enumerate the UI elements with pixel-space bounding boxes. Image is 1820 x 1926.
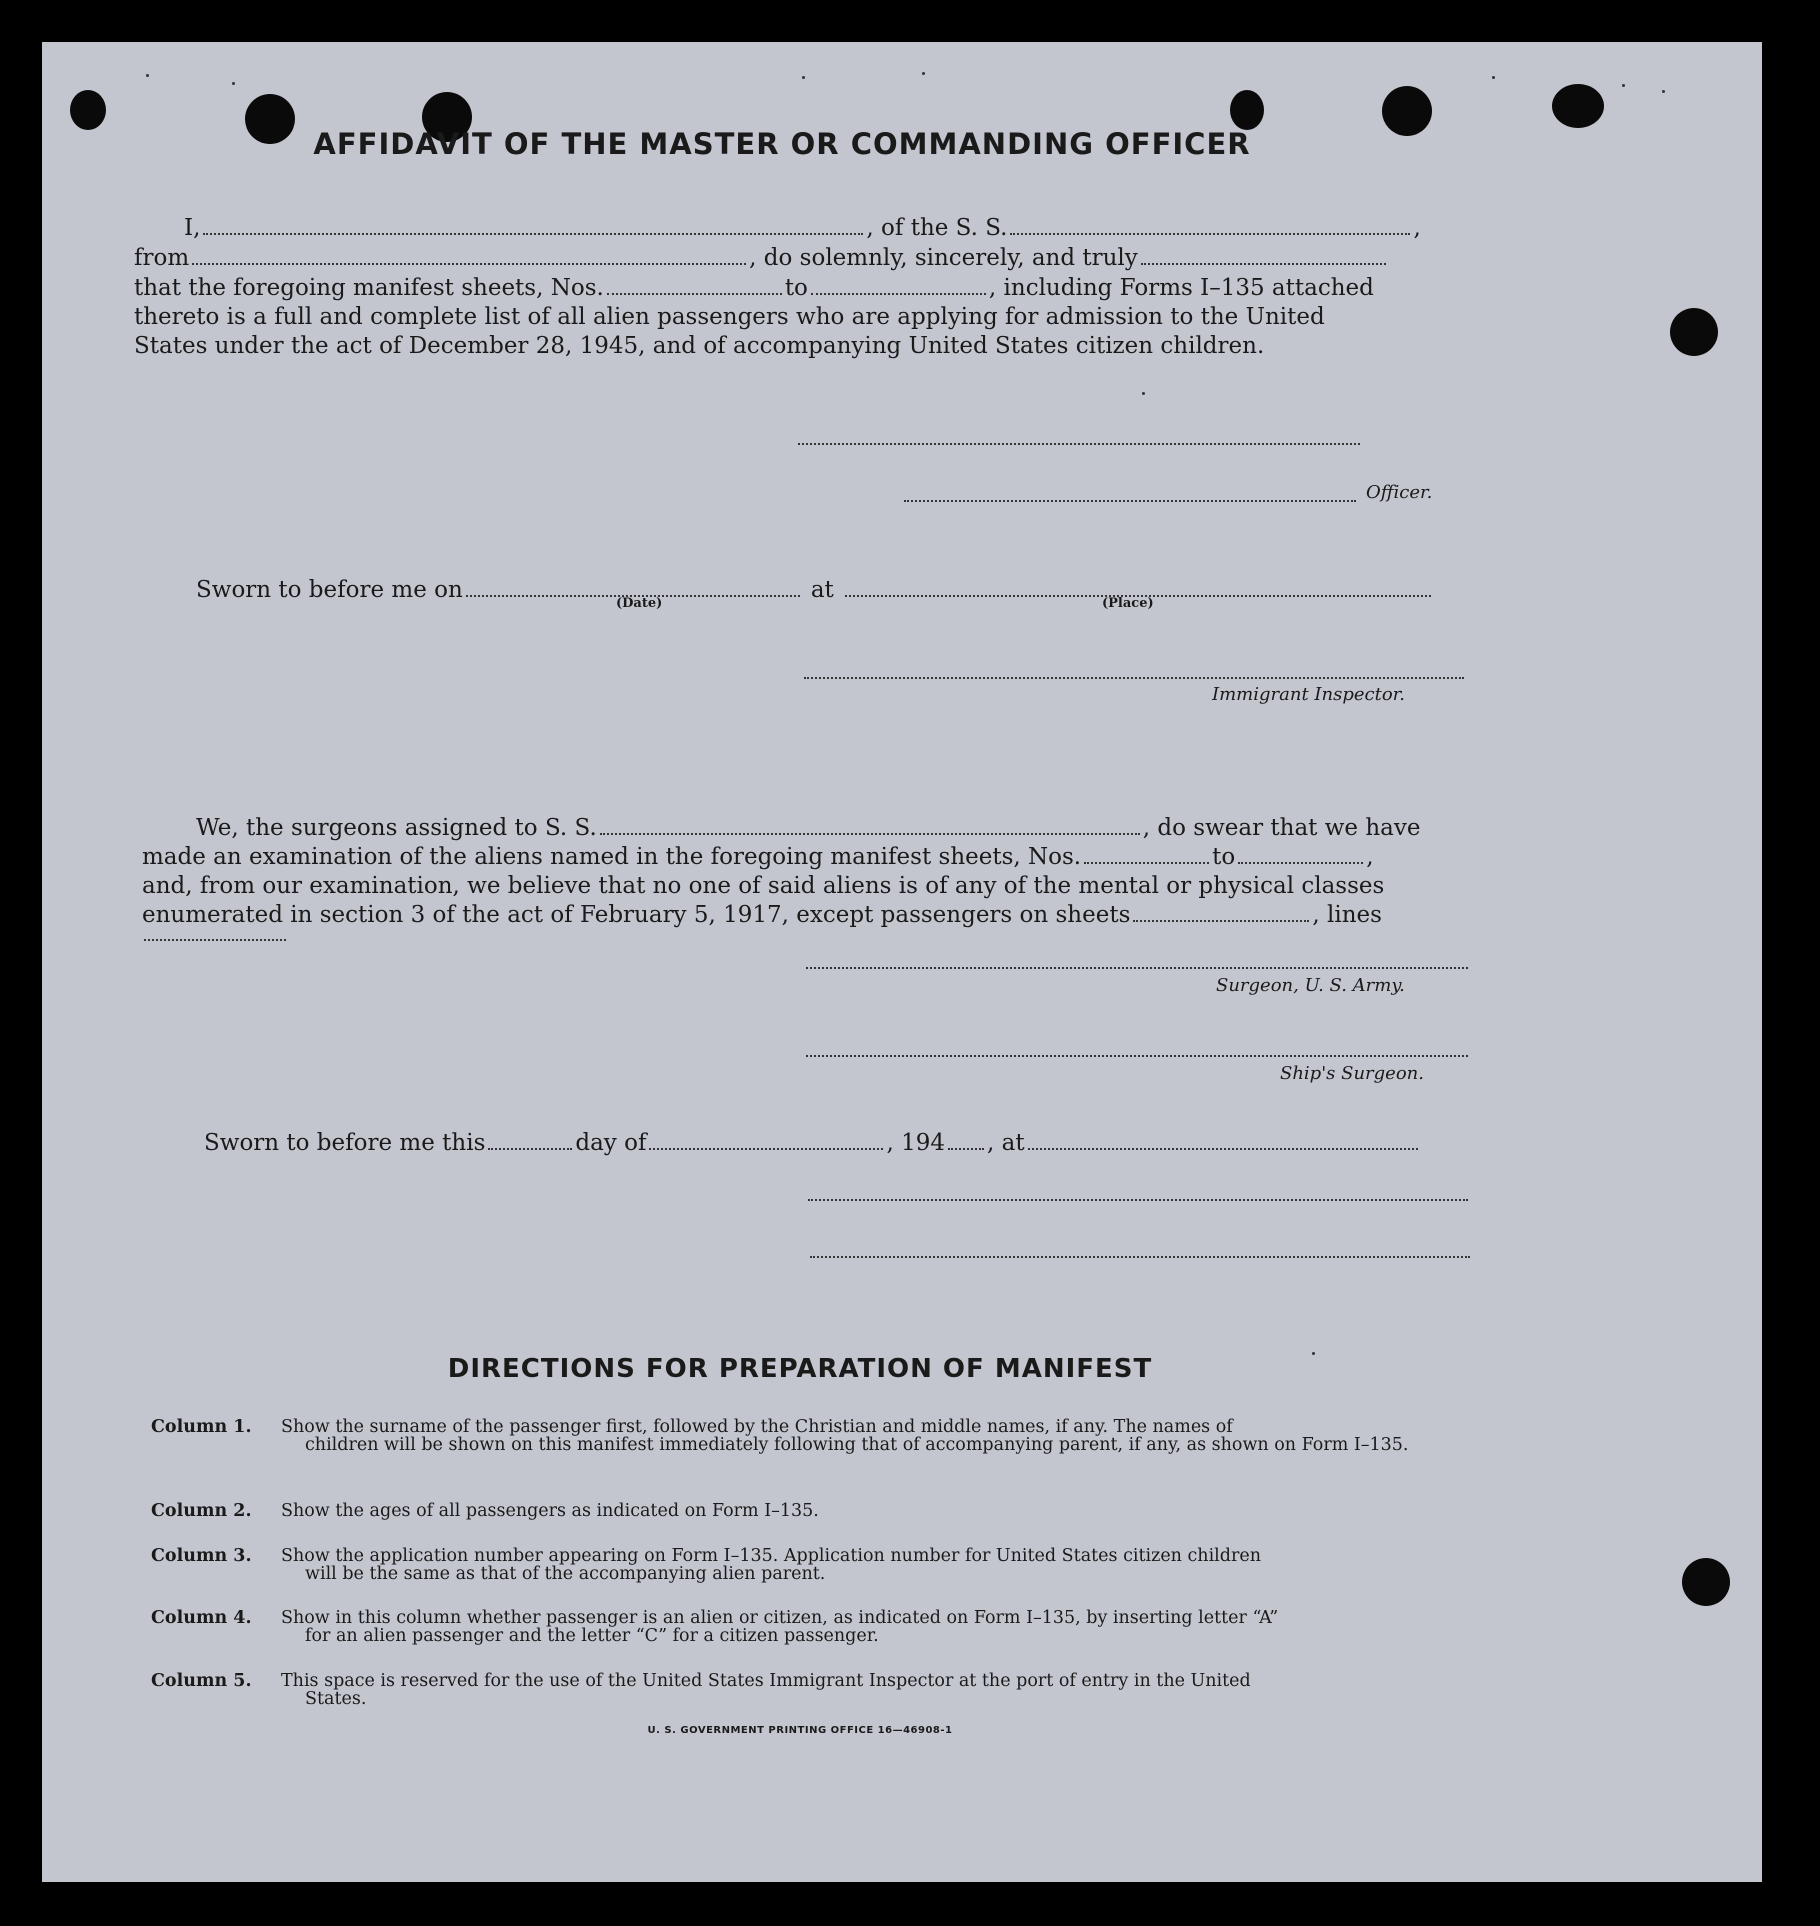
direction-column-label: Column 5.: [151, 1671, 252, 1691]
inspector-label: Immigrant Inspector.: [1212, 684, 1406, 705]
officer-label: Officer.: [1366, 482, 1433, 503]
surgeons-line-4: enumerated in section 3 of the act of February 5, 1917, except passengers on sheets , lines: [142, 902, 1382, 928]
date-caption: (Date): [616, 596, 663, 611]
surgeons-line-3: and, from our examination, we believe that no one of said aliens is of any of the mental or physical classes: [142, 873, 1385, 899]
speck: [802, 76, 805, 79]
direction-continuation: children will be shown on this manifest immediately following that of accompanying parent, if any, as shown on Form I–135.: [305, 1435, 1409, 1455]
punch-hole: [1230, 90, 1264, 130]
direction-first-line: This space is reserved for the use of the United States Immigrant Inspector at the port of entry in the United: [281, 1671, 1251, 1691]
sheet-from-field[interactable]: [607, 275, 782, 295]
direction-item: [151, 1609, 1531, 1645]
sworn-day-field[interactable]: [488, 1130, 572, 1150]
ship-surgeon-signature-line[interactable]: [806, 1055, 1468, 1057]
direction-column-label: Column 1.: [151, 1417, 252, 1437]
officer-name-field[interactable]: [203, 215, 863, 235]
army-surgeon-signature-line[interactable]: [806, 967, 1468, 969]
speck: [146, 74, 149, 77]
speck: [922, 72, 925, 75]
surgeon-sheet-to-field[interactable]: [1238, 844, 1363, 864]
direction-column-label: Column 3.: [151, 1546, 252, 1566]
direction-text: [281, 1547, 1531, 1583]
affidavit-line-1: I, , of the S. S. ,: [184, 215, 1421, 241]
direction-first-line: Show the application number appearing on Form I–135. Application number for United States citizen children: [281, 1546, 1261, 1566]
form-title: AFFIDAVIT OF THE MASTER OR COMMANDING OFFICER: [313, 127, 1251, 161]
direction-text: [281, 1609, 1531, 1645]
speck: [1492, 76, 1495, 79]
direction-item: [151, 1672, 1531, 1708]
sworn-field[interactable]: [1141, 245, 1386, 265]
surgeon-sheet-from-field[interactable]: [1084, 844, 1209, 864]
speck: [1662, 90, 1665, 93]
affidavit-line-5: States under the act of December 28, 1945, and of accompanying United States citizen children.: [134, 333, 1265, 359]
punch-hole: [1682, 1558, 1730, 1606]
form-sheet: [42, 42, 1762, 1882]
sworn-month-field[interactable]: [649, 1130, 883, 1150]
direction-continuation: States.: [305, 1689, 367, 1709]
surgeons-line-2: made an examination of the aliens named in the foregoing manifest sheets, Nos. to ,: [142, 844, 1374, 870]
direction-first-line: Show in this column whether passenger is an alien or citizen, as indicated on Form I–135, by inserting letter “A”: [281, 1608, 1279, 1628]
sworn-date-field[interactable]: [466, 577, 800, 597]
direction-item: [151, 1418, 1531, 1454]
ship-surgeon-label: Ship's Surgeon.: [1280, 1063, 1424, 1084]
affidavit-line-2: from , do solemnly, sincerely, and truly: [134, 243, 1389, 273]
direction-text: [281, 1672, 1531, 1708]
surgeons-line-1: We, the surgeons assigned to S. S. , do swear that we have: [196, 815, 1421, 841]
witness-signature-line-2[interactable]: [810, 1256, 1470, 1258]
affidavit-line-3: that the foregoing manifest sheets, Nos. to , including Forms I–135 attached: [134, 275, 1374, 301]
speck: [1622, 84, 1625, 87]
witness-signature-line-1[interactable]: [808, 1199, 1468, 1201]
except-sheets-field[interactable]: [1133, 902, 1309, 922]
direction-column-label: Column 4.: [151, 1608, 252, 1628]
ship-name-field[interactable]: [1010, 215, 1410, 235]
speck: [232, 82, 235, 85]
direction-column-label: Column 2.: [151, 1501, 252, 1521]
direction-text: [281, 1502, 1531, 1520]
sworn-line-1: Sworn to before me on at: [196, 575, 1434, 605]
direction-text: [281, 1418, 1531, 1454]
direction-first-line: Show the ages of all passengers as indicated on Form I–135.: [281, 1501, 819, 1521]
speck: [1142, 392, 1145, 395]
sworn-line-2: Sworn to before me this day of , 194 , at: [204, 1128, 1421, 1158]
affidavit-line-4: thereto is a full and complete list of all alien passengers who are applying for admission to the United: [134, 304, 1325, 330]
except-lines-field[interactable]: [144, 939, 286, 941]
directions-title: DIRECTIONS FOR PREPARATION OF MANIFEST: [447, 1354, 1153, 1384]
punch-hole: [1670, 308, 1718, 356]
direction-continuation: will be the same as that of the accompanying alien parent.: [305, 1564, 826, 1584]
inspector-signature-line[interactable]: [804, 677, 1464, 679]
punch-hole: [1552, 84, 1604, 128]
sworn-year-field[interactable]: [948, 1130, 984, 1150]
direction-first-line: Show the surname of the passenger first, followed by the Christian and middle names, if any. The names of: [281, 1417, 1233, 1437]
punch-hole: [70, 90, 106, 130]
direction-item: [151, 1547, 1531, 1583]
direction-continuation: for an alien passenger and the letter “C” for a citizen passenger.: [305, 1626, 879, 1646]
surgeon-ship-field[interactable]: [600, 815, 1140, 835]
sworn-at-field[interactable]: [1028, 1130, 1418, 1150]
place-caption: (Place): [1102, 596, 1154, 611]
sheet-to-field[interactable]: [811, 275, 986, 295]
direction-item: [151, 1502, 1531, 1520]
from-port-field[interactable]: [192, 245, 746, 265]
sworn-place-field[interactable]: [845, 577, 1431, 597]
army-surgeon-label: Surgeon, U. S. Army.: [1216, 975, 1405, 996]
printing-office-footer: U. S. GOVERNMENT PRINTING OFFICE 16—46908-1: [647, 1725, 953, 1736]
officer-signature-line[interactable]: [904, 500, 1356, 502]
master-signature-line[interactable]: [798, 443, 1360, 445]
